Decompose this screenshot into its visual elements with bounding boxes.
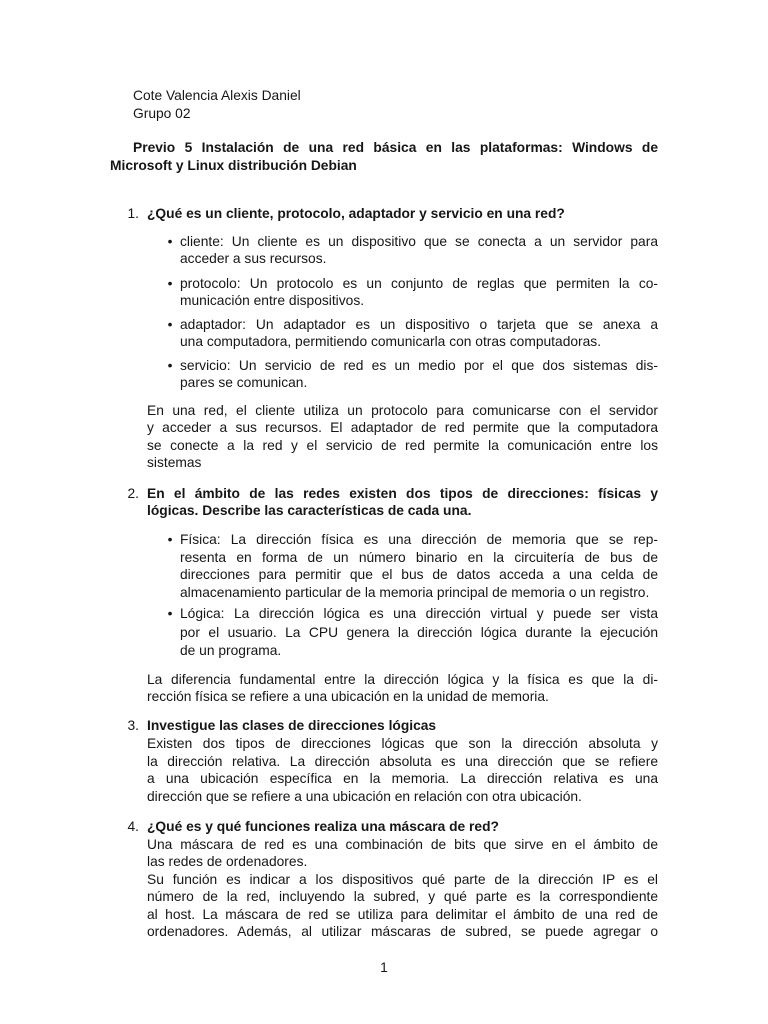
paragraph-line: En una red, el cliente utiliza un protocolo para comunicarse con el servidor: [147, 403, 658, 418]
paragraph-line: Su función es indicar a los dispositivos qué parte de la dirección IP es el: [147, 871, 658, 887]
title-line: Previo 5 Instalación de una red básica en las plataformas: Windows de: [133, 140, 658, 155]
paragraph-line: se conecte a la red y el servicio de red permite la comunicación entre los: [147, 437, 658, 453]
bullet-text-line: resenta en forma de un número binario en la circuitería de bus de: [180, 549, 658, 565]
answer-paragraph: [147, 818, 658, 941]
list-item-number: 4.: [127, 819, 139, 834]
bullet-text-line: servicio: Un servicio de red es un medio por el que dos sistemas dis-: [180, 358, 658, 373]
bullet-text-line: almacenamiento particular de la memoria principal de memoria o un registro.: [180, 585, 650, 601]
bullet-item: [163, 276, 658, 309]
list-item-number: 1.: [127, 206, 139, 221]
bullet-text: [180, 276, 658, 309]
bullet-text-line: adaptador: Un adaptador es un dispositivo o tarjeta que se anexa a: [180, 317, 658, 332]
bullet-text: [180, 317, 658, 350]
question-heading: Investigue las clases de direcciones lógicas: [147, 718, 437, 733]
bullet-item: [163, 358, 658, 391]
bullet-text: [180, 234, 658, 267]
bullet-text-line: acceder a sus recursos.: [180, 250, 327, 266]
answer-paragraph: [147, 671, 658, 705]
paragraph-line: la dirección relativa. La dirección absoluta es una dirección que se refiere: [147, 753, 658, 769]
bullet-marker: •: [167, 606, 173, 621]
bullet-marker: •: [167, 317, 173, 332]
question-heading: ¿Qué es y qué funciones realiza una máscara de red?: [147, 819, 499, 834]
paragraph-line: las redes de ordenadores.: [147, 854, 308, 869]
bullet-text-line: protocolo: Un protocolo es un conjunto de reglas que permiten la co-: [180, 276, 658, 291]
bullet-text-line: por el usuario. La CPU genera la dirección lógica durante la ejecución: [180, 624, 658, 640]
bullet-item: [163, 234, 658, 267]
author-block: [133, 87, 301, 123]
paragraph-line: rección física se refiere a una ubicación en la unidad de memoria.: [147, 689, 549, 704]
bullet-text-line: de un programa.: [180, 643, 282, 658]
title-line: Microsoft y Linux distribución Debian: [110, 158, 357, 173]
bullet-text-line: municación entre dispositivos.: [180, 292, 365, 308]
paragraph-line: La diferencia fundamental entre la dirección lógica y la física es que la di-: [147, 672, 658, 687]
answer-paragraph: [147, 717, 658, 806]
bullet-item: [163, 531, 658, 602]
paragraph-line: a una ubicación específica en la memoria. La dirección relativa es una: [147, 771, 658, 787]
heading-line: lógicas. Describe las características de cada una.: [147, 503, 472, 518]
heading-line: ¿Qué es un cliente, protocolo, adaptador y servicio en una red?: [147, 206, 565, 221]
paragraph-line: dirección que se refiere a una ubicación en relación con otra ubicación.: [147, 789, 582, 805]
bullet-text: [180, 605, 658, 661]
question-heading: [147, 205, 658, 222]
bullet-text-line: Lógica: La dirección lógica es una dirección virtual y puede ser vista: [180, 606, 658, 621]
list-item-number: 2.: [127, 486, 139, 501]
bullet-text-line: cliente: Un cliente es un dispositivo que se conecta a un servidor para: [180, 234, 658, 249]
author-name: Cote Valencia Alexis Daniel: [133, 88, 301, 103]
bullet-text: [180, 358, 658, 391]
paragraph-line: sistemas: [147, 455, 202, 471]
heading-line: En el ámbito de las redes existen dos tipos de direcciones: físicas y: [147, 486, 658, 501]
document-title: [110, 139, 658, 175]
group-label: Grupo 02: [133, 106, 191, 121]
bullet-marker: •: [167, 532, 173, 547]
bullet-marker: •: [167, 358, 173, 373]
bullet-text-line: direcciones para permitir que el bus de datos acceda a una celda de: [180, 567, 658, 583]
paragraph-line: Una máscara de red es una combinación de bits que sirve en el ámbito de: [147, 836, 658, 852]
bullet-item: [163, 317, 658, 350]
paragraph-line: número de la red, incluyendo la subred, y qué parte es la correspondiente: [147, 889, 658, 904]
question-heading: [147, 485, 658, 519]
bullet-text: [180, 531, 658, 602]
paragraph-line: y acceder a sus recursos. El adaptador de red permite que la computadora: [147, 420, 658, 436]
bullet-text-line: Física: La dirección física es una dirección de memoria que se rep-: [180, 532, 658, 547]
bullet-marker: •: [167, 276, 173, 291]
paragraph-line: Existen dos tipos de direcciones lógicas que son la dirección absoluta y: [147, 735, 658, 751]
bullet-item: [163, 605, 658, 661]
bullet-text-line: una computadora, permitiendo comunicarla con otras computadoras.: [180, 333, 602, 349]
page-number: 1: [380, 960, 388, 975]
bullet-text-line: pares se comunican.: [180, 374, 308, 390]
list-item-number: 3.: [127, 718, 139, 733]
answer-paragraph: [147, 402, 658, 472]
paragraph-line: ordenadores. Además, al utilizar máscaras de subred, se puede agregar o: [147, 924, 658, 939]
bullet-marker: •: [167, 234, 173, 249]
paragraph-line: al host. La máscara de red se utiliza para delimitar el ámbito de una red de: [147, 906, 658, 922]
